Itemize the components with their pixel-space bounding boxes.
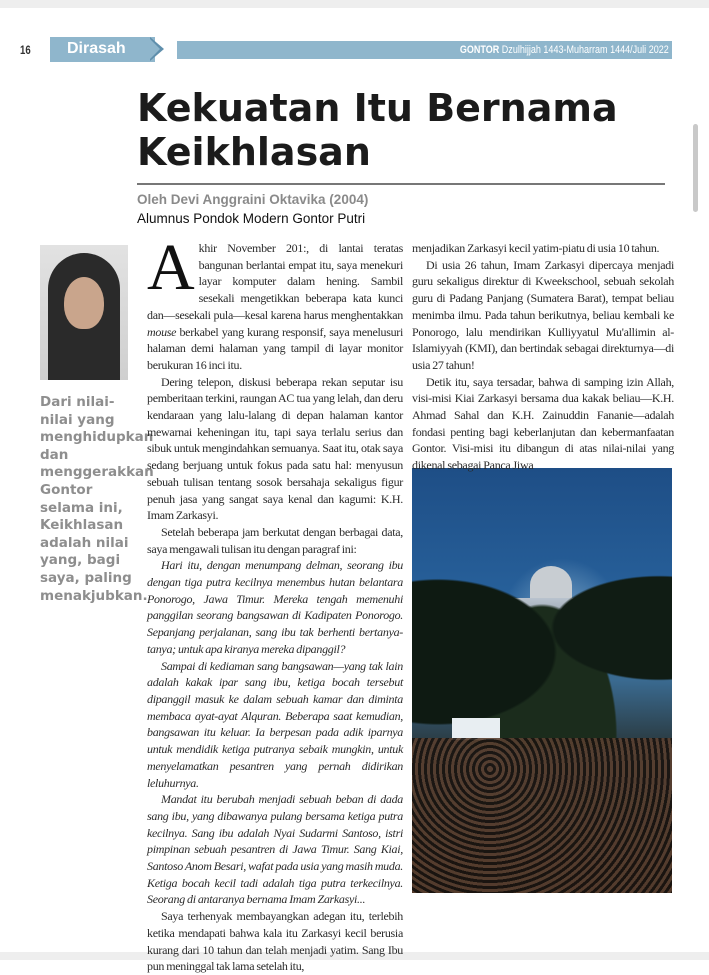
author-photo [40, 245, 128, 380]
paragraph [412, 257, 674, 374]
gontor-mosque-crowd-photo [412, 468, 672, 893]
article-column-2 [412, 240, 674, 474]
italic-text: mouse [147, 324, 177, 339]
publication-name: GONTOR [460, 44, 500, 56]
italic-text: Sampai di kediaman sang bangsawan—yang tak lain adalah kakak ipar sang ibu, ketiga bocah tersebut dipanggil masuk ke dalam sebuah kamar dan diminta membaca ayat-ayat Alquran. Beberapa saat kemudian, bangsawan itu keluar. Ia berpesan pada adik iparnya untuk mendidik ketiga putranya sebaik mungkin, untuk menyelamatkan pesantren yang pernah didirikan leluhurnya. [147, 658, 403, 790]
article-title: Kekuatan Itu Bernama Keikhlasan [137, 86, 618, 174]
paragraph [412, 240, 674, 257]
scrollbar[interactable] [693, 124, 698, 212]
palm-trees [412, 508, 672, 748]
paragraph [147, 374, 403, 524]
page-number: 16 [20, 43, 31, 57]
italic-text: Mandat itu berubah menjadi sebuah beban di dada sang ibu, yang dibawanya pulang bersama ketiga putra kecilnya. Sang ibu adalah Nyai Sudarmi Santoso, istri pimpinan sebuah pesantren di Jawa Timur. Sang Kiai, Santoso Anom Besari, wafat pada usia yang masih muda. Ketiga bocah kecil tadi adalah tiga putra terkecilnya. Seorang di antaranya bernama Imam Zarkasyi... [147, 792, 403, 907]
paragraph [147, 908, 403, 975]
text: Detik itu, saya tersadar, bahwa di samping izin Allah, visi-misi Kiai Zarkasyi bersama dua kakak beliau—K.H. Ahmad Sahal dan K.H. Zainuddin Fananie—adalah fondasi penting bagi keberlanjutan dan kebermanfaatan Gontor. Visi-misi itu dibangun di atas nilai-nilai yang dikenal sebagai Panca Jiwa [412, 374, 674, 473]
section-tab [50, 37, 155, 62]
title-divider [137, 183, 665, 185]
text: khir November 201:, di lantai teratas bangunan berlantai empat itu, saya menekuri layar komputer dalam hening. Sambil sesekali mengetikkan beberapa kata kunci dan—sesekali pula—kesal karena harus menghentakkan [147, 241, 403, 322]
issue-date: Dzulhijjah 1443-Muharram 1444/Juli 2022 [502, 44, 669, 56]
text: menjadikan Zarkasyi kecil yatim-piatu di usia 10 tahun. [412, 241, 660, 255]
paragraph [147, 791, 403, 908]
paragraph [147, 658, 403, 792]
paragraph [412, 374, 674, 474]
section-arrow-inner [148, 37, 160, 61]
byline: Oleh Devi Anggraini Oktavika (2004) [137, 192, 369, 207]
section-label: Dirasah [67, 40, 126, 57]
pull-quote: Dari nilai-nilai yang menghidupkan dan menggerakkan Gontor selama ini, Keikhlasan adalah nilai yang, bagi saya, paling menakjubkan. [40, 394, 154, 604]
banner [452, 718, 500, 740]
paragraph [147, 524, 403, 557]
paragraph [147, 557, 403, 657]
face-shape [64, 277, 104, 329]
text: Setelah beberapa jam berkutat dengan berbagai data, saya mengawali tulisan itu dengan paragraf ini: [147, 524, 403, 556]
issue-info [460, 44, 669, 56]
text: Dering telepon, diskusi beberapa rekan seputar isu pemberitaan terkini, raungan AC tua yang lelah, dan deru kendaraan yang lalu-lalang di depan halaman kantor mewarnai keheningan itu, tapi saya terlalu serius dan sibuk untuk mengindahkan semuanya. Saat itu, otak saya sedang berjuang untuk fokus pada satu hal: menyusun sebuah tulisan tentang sosok bersahaja sekaligus figur penuh jasa yang sangat saya kenal dan kagumi: K.H. Imam Zarkasyi. [147, 374, 403, 523]
text: berkabel yang kurang responsif, saya menelusuri halaman demi halaman yang tampil di layar monitor berukuran 16 inci itu. [147, 324, 403, 372]
text: Di usia 26 tahun, Imam Zarkasyi dipercaya menjadi guru sekaligus direktur di Kweekschool, sebuah sekolah guru di Padang Panjang (Sumatera Barat), tempat beliau menimba ilmu. Pada tahun berikutnya, beliau kembali ke Ponorogo, lalu mendirikan Kulliyyatul Mu'allimin al-Islamiyyah (KMI), dan bertindak sebagai direkturnya—di usia 27 tahun! [412, 257, 674, 372]
author-affiliation: Alumnus Pondok Modern Gontor Putri [137, 211, 366, 226]
article-column-1 [147, 231, 403, 975]
top-strip [0, 0, 709, 8]
crowd [412, 738, 672, 893]
drop-cap: A [147, 231, 195, 304]
text: Saya terhenyak membayangkan adegan itu, terlebih ketika mendapati bahwa kala itu Zarkasyi kecil berusia kurang dari 10 tahun dan telah menjadi yatim. Sang Ibu pun meninggal tak lama setelah itu, [147, 909, 403, 974]
paragraph [147, 231, 403, 374]
italic-text: Hari itu, dengan menumpang delman, seorang ibu dengan tiga putra kecilnya menembus hutan belantara Ponorogo, Jawa Timur. Mereka tengah memenuhi panggilan seorang bangsawan di Kadipaten Ponorogo. Sepanjang perjalanan, sang ibu tak berhenti bertanya-tanya; untuk apa kiranya mereka dipanggil? [147, 558, 403, 656]
